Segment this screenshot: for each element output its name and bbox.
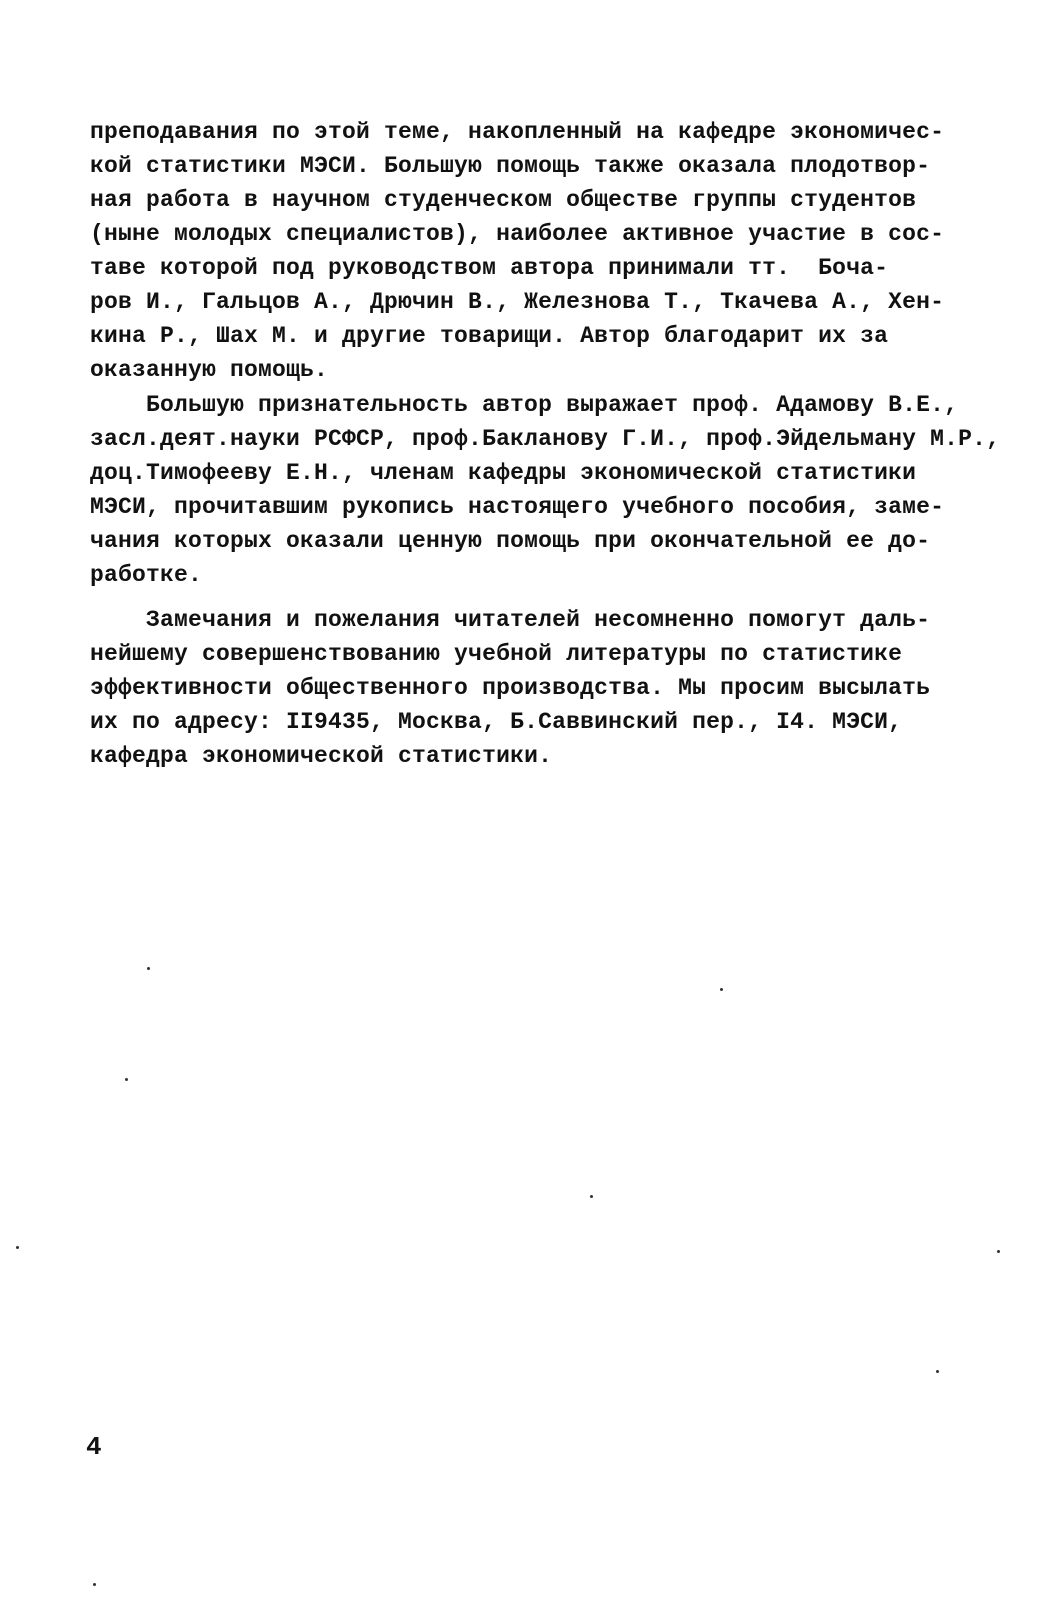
page-number: 4 — [86, 1432, 102, 1462]
text-line: эффективности общественного производства. Мы просим высылать — [90, 675, 931, 701]
text-line: (ныне молодых специалистов), наиболее активное участие в сос- — [90, 221, 945, 247]
text-line: засл.деят.науки РСФСР, проф.Бакланову Г.И., проф.Эйдельману М.Р., — [90, 426, 1001, 452]
scan-speck — [147, 967, 150, 970]
paragraph-acknowledgement-students — [90, 115, 970, 387]
scan-speck — [997, 1250, 1000, 1253]
text-line: кафедра экономической статистики. — [90, 743, 553, 769]
text-line: оказанную помощь. — [90, 357, 329, 383]
scan-speck — [720, 988, 723, 991]
text-line: ная работа в научном студенческом обществе группы студентов — [90, 187, 917, 213]
text-line: кой статистики МЭСИ. Большую помощь также оказала плодотвор- — [90, 153, 931, 179]
text-line: ров И., Гальцов А., Дрючин В., Железнова Т., Ткачева А., Хен- — [90, 289, 945, 315]
scan-speck — [16, 1246, 19, 1249]
text-line: нейшему совершенствованию учебной литературы по статистике — [90, 641, 903, 667]
scan-speck — [936, 1370, 939, 1373]
text-line: доц.Тимофееву Е.Н., членам кафедры экономической статистики — [90, 460, 917, 486]
text-line: чания которых оказали ценную помощь при окончательной ее до- — [90, 528, 931, 554]
text-line: таве которой под руководством автора принимали тт. Боча- — [90, 255, 889, 281]
text-line: работке. — [90, 562, 203, 588]
text-line: МЭСИ, прочитавшим рукопись настоящего учебного пособия, заме- — [90, 494, 945, 520]
scan-speck — [125, 1078, 128, 1081]
paragraph-feedback-request — [90, 603, 970, 773]
scan-speck — [93, 1583, 96, 1586]
text-line: преподавания по этой теме, накопленный на кафедре экономичес- — [90, 119, 945, 145]
paragraph-acknowledgement-reviewers — [90, 388, 1001, 592]
text-line: их по адресу: II9435, Москва, Б.Саввинский пер., I4. МЭСИ, — [90, 709, 903, 735]
text-line: Большую признательность автор выражает проф. Адамову В.Е., — [146, 392, 959, 418]
text-line: кина Р., Шах М. и другие товарищи. Автор благодарит их за — [90, 323, 889, 349]
text-line: Замечания и пожелания читателей несомненно помогут даль- — [146, 607, 931, 633]
scan-speck — [590, 1195, 593, 1198]
